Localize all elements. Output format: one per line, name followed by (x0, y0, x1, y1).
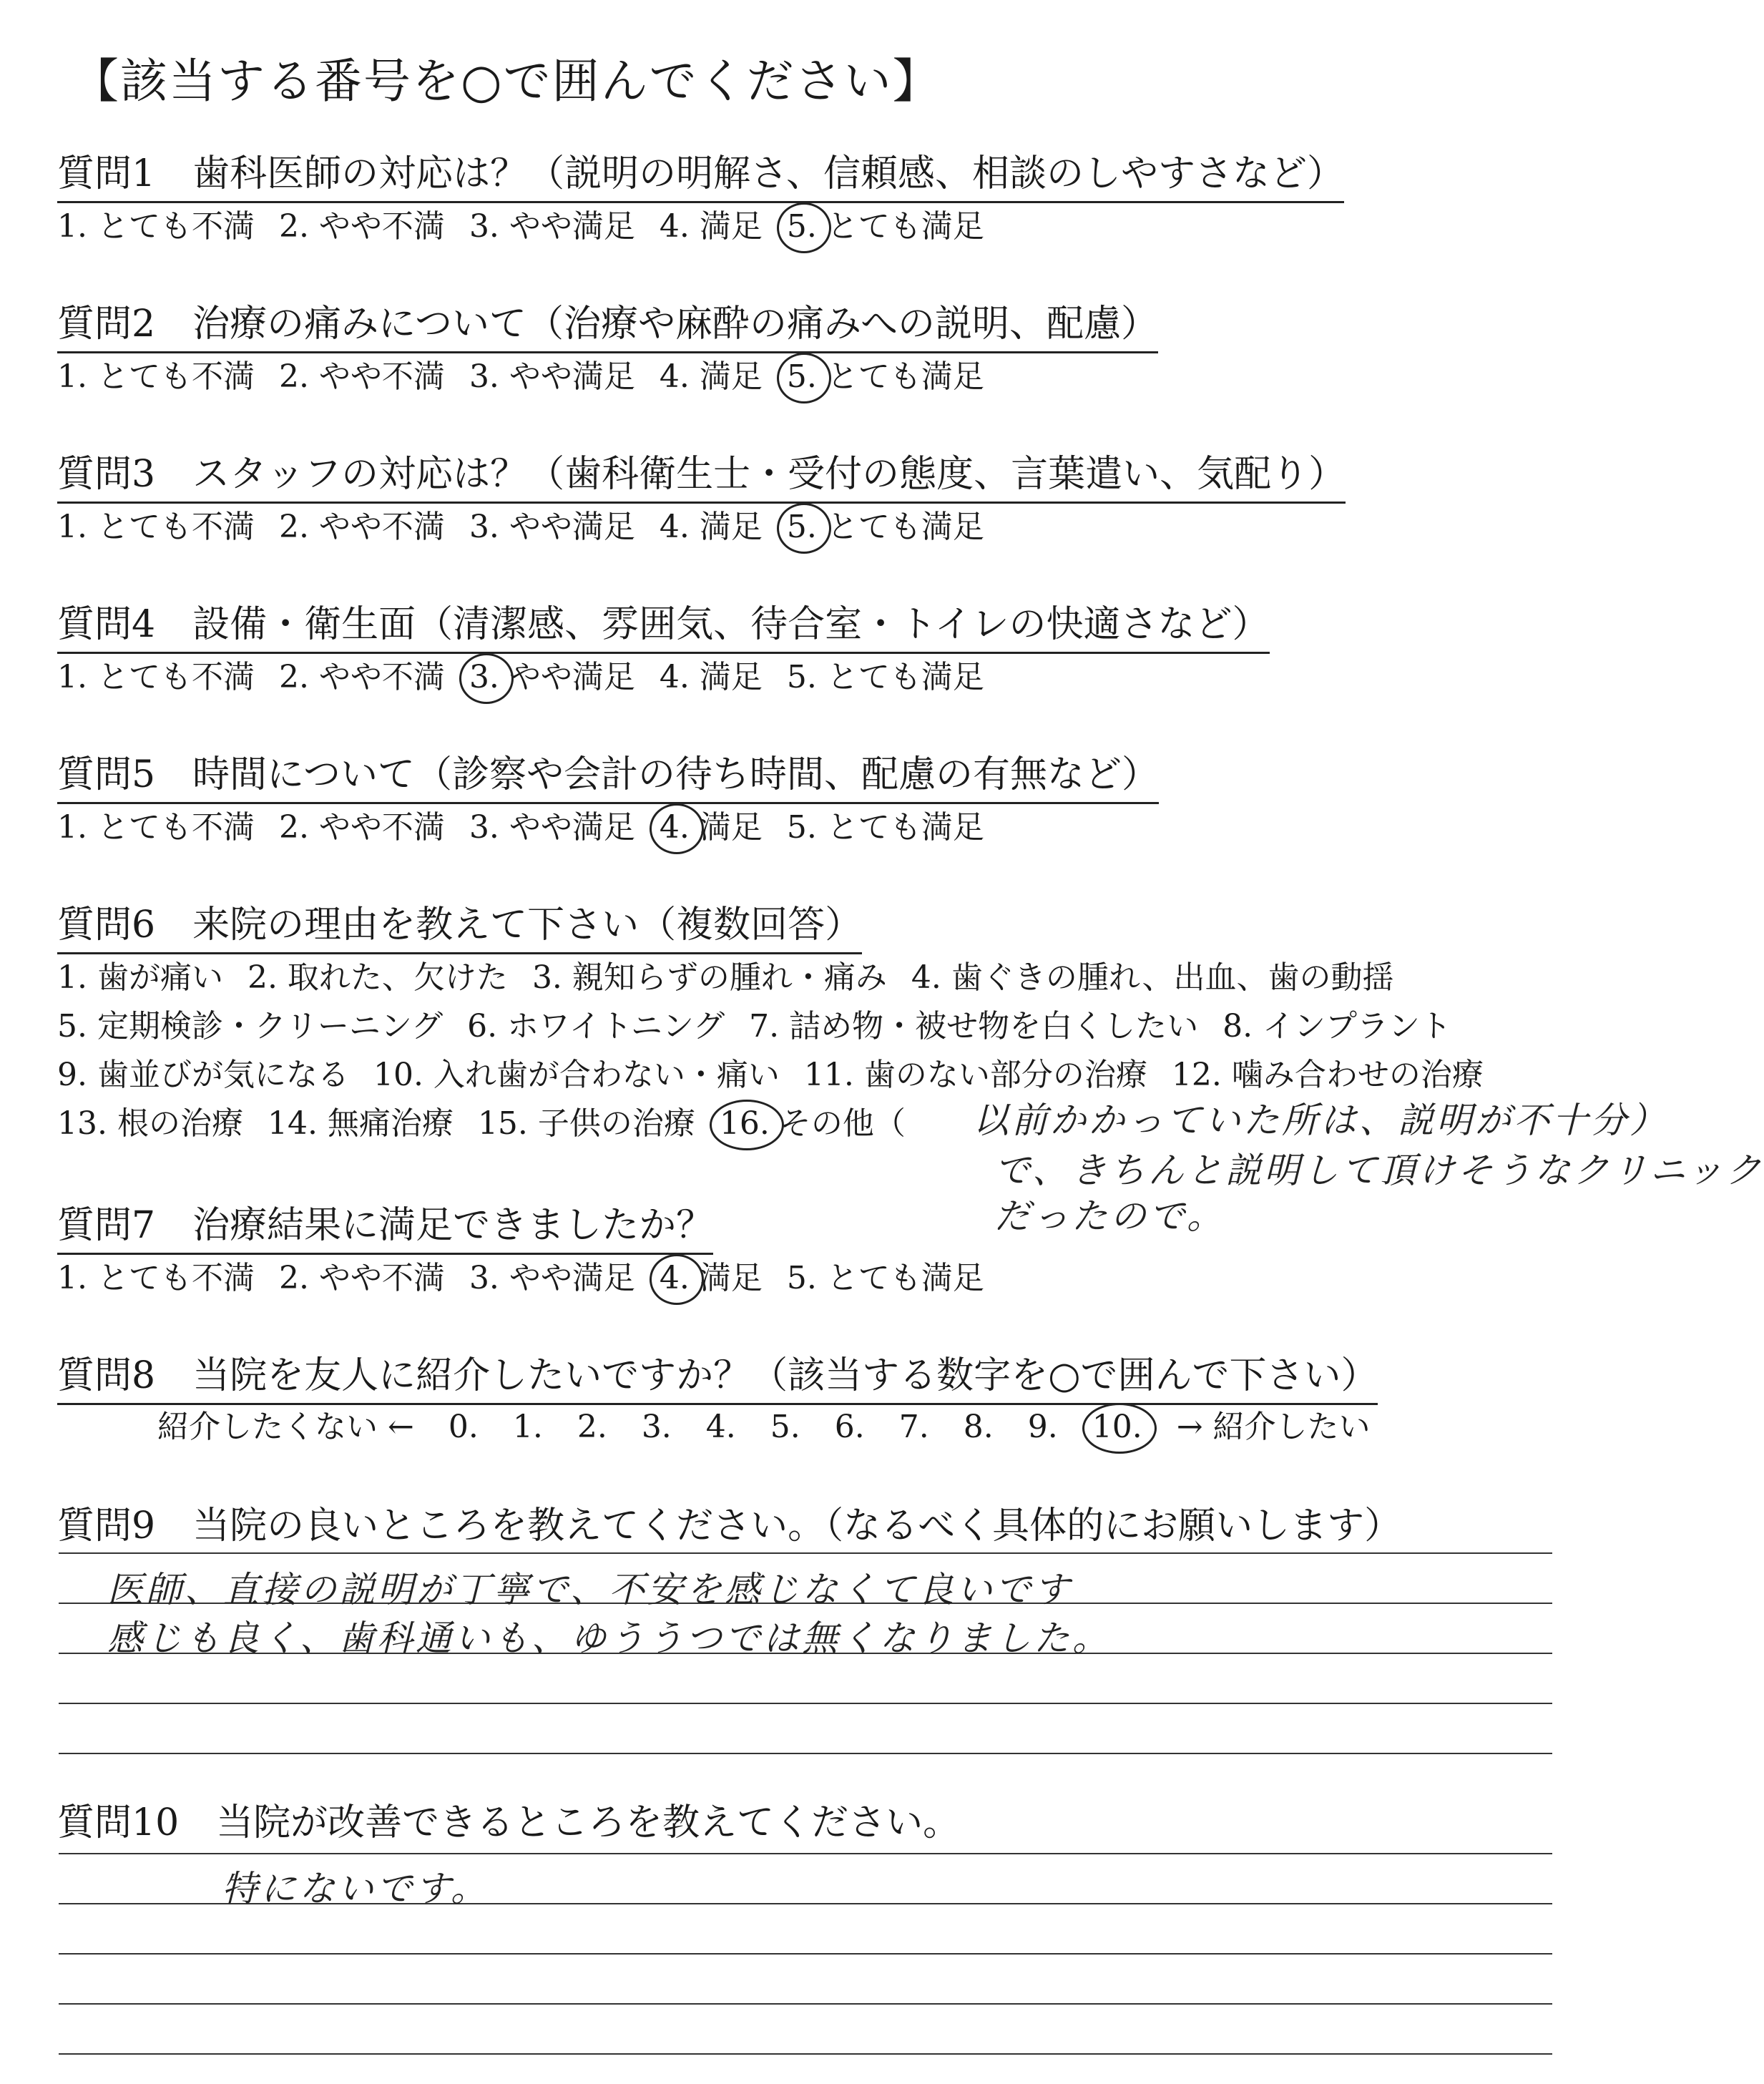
q6-other-handwriting-1: 以前かかっていた所は、説明が不十分） (973, 1100, 1668, 1141)
q8-scale-6[interactable]: 6. (834, 1409, 865, 1445)
q7-option-1[interactable]: 1. とても不満 (57, 1260, 255, 1296)
q8-scale-8[interactable]: 8. (963, 1409, 994, 1445)
q6-option-5[interactable]: 5. 定期検診・クリーニング (57, 1008, 444, 1045)
q8-scale (157, 1401, 1405, 1447)
q1-options (57, 200, 1009, 246)
q5-option-5[interactable]: 5. とても満足 (786, 809, 984, 846)
q6-option-3[interactable]: 3. 親知らずの腫れ・痛み (531, 959, 887, 996)
q2-option-4[interactable]: 4. 満足 (659, 358, 763, 395)
q6-option-6[interactable]: 6. ホワイトニング (467, 1008, 725, 1045)
q9-answer-rule-4 (59, 1703, 1552, 1704)
q2-selected-circle: 5. (786, 358, 817, 395)
q4-option-4[interactable]: 4. 満足 (659, 659, 763, 695)
q2-title: 質問2 治療の痛みについて（治療や麻酔の痛みへの説明、配慮） (57, 293, 1158, 353)
q8-scale-1[interactable]: 1. (512, 1409, 543, 1445)
q3-option-5[interactable]: 5. とても満足 (786, 509, 984, 545)
q8-scale-3[interactable]: 3. (641, 1409, 672, 1445)
q10-title: 質問10 当院が改善できるところを教えてください。 (57, 1801, 961, 1844)
q6-other-handwriting-2: で、きちんと説明して頂けそうなクリニック (994, 1150, 1764, 1191)
q4-option-1[interactable]: 1. とても不満 (57, 659, 255, 695)
q4-options (57, 651, 1009, 697)
q1-option-2[interactable]: 2. やや不満 (278, 208, 445, 245)
q9-answer-line-1[interactable]: 医師、直接の説明が丁寧で、不安を感じなくて良いです (107, 1569, 1072, 1610)
q4-option-3[interactable]: 3. やや満足 (469, 659, 635, 695)
q6-line-3 (57, 1049, 1508, 1095)
q3-option-2[interactable]: 2. やや不満 (278, 509, 445, 545)
q6-option-2[interactable]: 2. 取れた、欠けた (247, 959, 508, 996)
q3-option-4[interactable]: 4. 満足 (659, 509, 763, 545)
q6-other-number: 16. (719, 1105, 770, 1142)
q9-title: 質問9 当院の良いところを教えてください。（なるべく具体的にお願いします） (57, 1505, 1402, 1547)
q6-option-10[interactable]: 10. 入れ歯が合わない・痛い (373, 1057, 780, 1093)
q10-answer-rule-3 (59, 1953, 1552, 1955)
q1-option-5[interactable]: 5. とても満足 (786, 208, 984, 245)
q4-selected-circle: 3. (469, 659, 499, 695)
q6-line-2 (57, 1000, 1476, 1046)
q6-title: 質問6 来院の理由を教えて下さい（複数回答） (57, 894, 862, 954)
q6-other-label: その他（ (779, 1105, 906, 1142)
q1-option-4[interactable]: 4. 満足 (659, 208, 763, 245)
q7-options (57, 1252, 1009, 1298)
q9-answer-line-2[interactable]: 感じも良く、歯科通いも、ゆううつでは無くなりました。 (107, 1618, 1111, 1659)
q2-option-1[interactable]: 1. とても不満 (57, 358, 255, 395)
q9-answer-rule-5 (59, 1753, 1552, 1754)
q1-option-3[interactable]: 3. やや満足 (469, 208, 635, 245)
q6-option-14[interactable]: 14. 無痛治療 (267, 1105, 454, 1142)
q5-options (57, 801, 1009, 847)
q6-line-4 (57, 1097, 930, 1143)
q6-option-11[interactable]: 11. 歯のない部分の治療 (803, 1057, 1147, 1093)
q6-option-16[interactable] (720, 1097, 906, 1143)
q6-option-15[interactable]: 15. 子供の治療 (477, 1105, 695, 1142)
q3-option-3[interactable]: 3. やや満足 (469, 509, 635, 545)
q8-scale-4[interactable]: 4. (705, 1409, 736, 1445)
q1-selected-circle: 5. (786, 208, 817, 245)
q1-option-1[interactable]: 1. とても不満 (57, 208, 255, 245)
q3-options (57, 501, 1009, 547)
q7-option-5[interactable]: 5. とても満足 (786, 1260, 984, 1296)
q6-other-handwriting-3: だったので。 (994, 1195, 1225, 1237)
q5-option-3[interactable]: 3. やや満足 (469, 809, 635, 846)
q6-option-8[interactable]: 8. インプラント (1222, 1008, 1452, 1045)
q4-title: 質問4 設備・衛生面（清潔感、雰囲気、待合室・トイレの快適さなど） (57, 594, 1270, 654)
q6-option-4[interactable]: 4. 歯ぐきの腫れ、出血、歯の動揺 (911, 959, 1394, 996)
q6-option-1[interactable]: 1. 歯が痛い (57, 959, 223, 996)
q4-option-2[interactable]: 2. やや不満 (278, 659, 445, 695)
q5-title: 質問5 時間について（診察や会計の待ち時間、配慮の有無など） (57, 744, 1159, 804)
q8-scale-9[interactable]: 9. (1027, 1409, 1058, 1445)
q3-selected-circle: 5. (786, 509, 817, 545)
q5-option-2[interactable]: 2. やや不満 (278, 809, 445, 846)
q7-title: 質問7 治療結果に満足できましたか？ (57, 1195, 713, 1255)
q7-option-4[interactable]: 4. 満足 (659, 1260, 763, 1296)
q6-line-1 (57, 952, 1418, 997)
q8-scale-2[interactable]: 2. (577, 1409, 607, 1445)
q10-answer-rule-5 (59, 2053, 1552, 2055)
q8-scale-5[interactable]: 5. (770, 1409, 800, 1445)
q2-option-2[interactable]: 2. やや不満 (278, 358, 445, 395)
q8-right-label: → 紹介したい (1176, 1409, 1371, 1445)
q8-left-label: 紹介したくない ← (157, 1409, 414, 1445)
q2-option-5[interactable]: 5. とても満足 (786, 358, 984, 395)
q7-option-3[interactable]: 3. やや満足 (469, 1260, 635, 1296)
q1-title: 質問1 歯科医師の対応は？（説明の明解さ、信頼感、相談のしやすさなど） (57, 143, 1344, 203)
q5-selected-circle: 4. (659, 809, 690, 846)
q7-option-2[interactable]: 2. やや不満 (278, 1260, 445, 1296)
q2-options (57, 351, 1009, 396)
q3-option-1[interactable]: 1. とても不満 (57, 509, 255, 545)
q6-option-9[interactable]: 9. 歯並びが気になる (57, 1057, 349, 1093)
q4-option-5[interactable]: 5. とても満足 (786, 659, 984, 695)
q5-option-4[interactable]: 4. 満足 (659, 809, 763, 846)
q8-scale-0[interactable]: 0. (448, 1409, 479, 1445)
q8-title: 質問8 当院を友人に紹介したいですか？（該当する数字を○で囲んで下さい） (57, 1345, 1378, 1405)
form-instruction: 【該当する番号を○で囲んでください】 (72, 54, 941, 109)
q2-option-3[interactable]: 3. やや満足 (469, 358, 635, 395)
q7-selected-circle: 4. (659, 1260, 690, 1296)
q3-title: 質問3 スタッフの対応は？（歯科衛生士・受付の態度、言葉遣い、気配り） (57, 444, 1346, 504)
q5-option-1[interactable]: 1. とても不満 (57, 809, 255, 846)
q8-scale-7[interactable]: 7. (898, 1409, 929, 1445)
q10-answer-rule-1 (59, 1853, 1552, 1854)
q6-option-7[interactable]: 7. 詰め物・被せ物を白くしたい (749, 1008, 1199, 1045)
q8-scale-10[interactable]: 10. (1092, 1409, 1142, 1445)
q10-answer-line-1[interactable]: 特にないです。 (222, 1868, 489, 1909)
q6-option-12[interactable]: 12. 噛み合わせの治療 (1171, 1057, 1484, 1093)
q9-answer-rule-1 (59, 1552, 1552, 1554)
q10-answer-rule-4 (59, 2003, 1552, 2005)
q6-option-13[interactable]: 13. 根の治療 (57, 1105, 243, 1142)
